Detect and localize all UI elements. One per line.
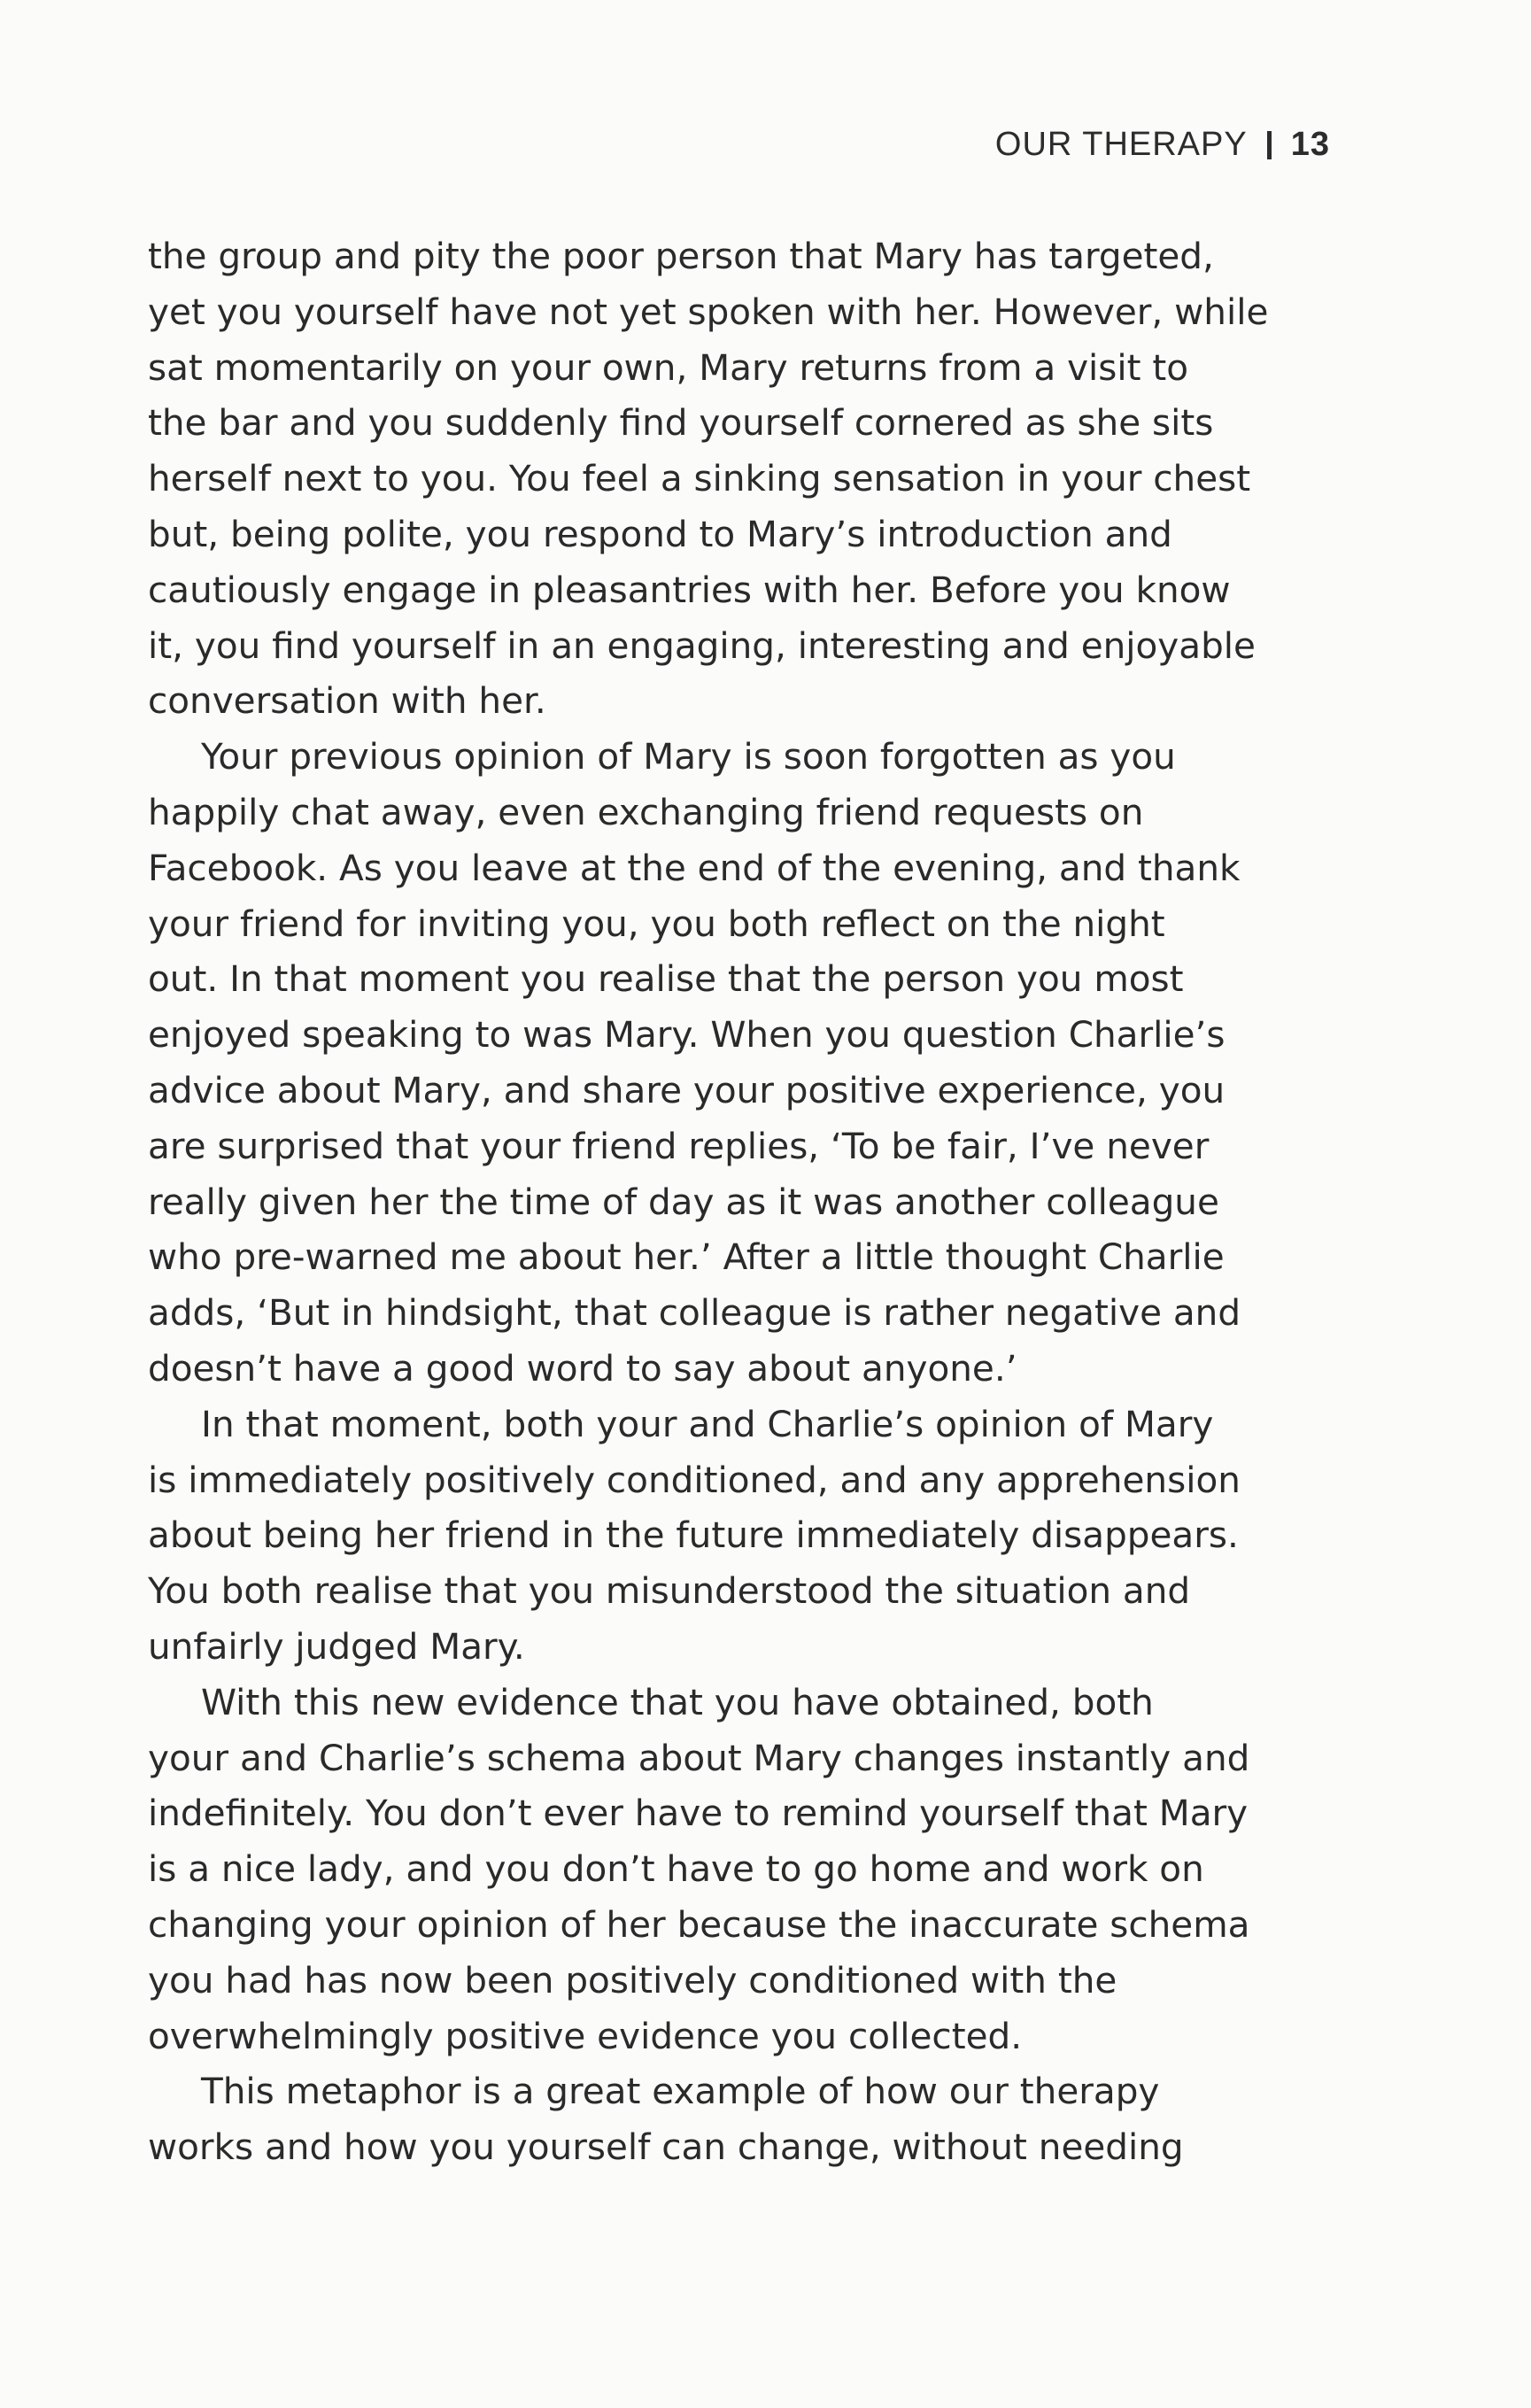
text-line: yet you yourself have not yet spoken with her. However, while (148, 290, 1269, 333)
header-separator (1267, 131, 1272, 159)
text-line: about being her friend in the future immediately disappears. (148, 1514, 1239, 1557)
page-number: 13 (1290, 126, 1330, 163)
text-line: out. In that moment you realise that the person you most (148, 957, 1184, 1001)
text-line: doesn’t have a good word to say about anyone.’ (148, 1346, 1017, 1390)
text-line: your friend for inviting you, you both reflect on the night (148, 902, 1165, 945)
text-line: your and Charlie’s schema about Mary changes instantly and (148, 1736, 1250, 1779)
text-line: is immediately positively conditioned, and any apprehension (148, 1458, 1241, 1501)
text-line: you had has now been positively conditioned with the (148, 1958, 1117, 2002)
text-line: works and how you yourself can change, without needing (148, 2125, 1184, 2169)
text-line: Facebook. As you leave at the end of the evening, and thank (148, 846, 1241, 889)
text-line: are surprised that your friend replies, ‘To be fair, I’ve never (148, 1124, 1210, 1167)
section-title: OUR THERAPY (994, 126, 1248, 163)
text-line: This metaphor is a great example of how our therapy (201, 2070, 1160, 2113)
text-line: You both realise that you misunderstood the situation and (148, 1569, 1191, 1613)
text-line: unfairly judged Mary. (148, 1624, 525, 1668)
text-line: advice about Mary, and share your positive experience, you (148, 1068, 1226, 1111)
text-line: In that moment, both your and Charlie’s opinion of Mary (201, 1402, 1214, 1445)
text-line: Your previous opinion of Mary is soon forgotten as you (201, 735, 1176, 778)
text-line: sat momentarily on your own, Mary returns from a visit to (148, 345, 1189, 389)
text-line: conversation with her. (148, 679, 546, 723)
text-line: herself next to you. You feel a sinking sensation in your chest (148, 457, 1251, 500)
text-line: indefinitely. You don’t ever have to remind yourself that Mary (148, 1792, 1249, 1835)
text-line: really given her the time of day as it was another colleague (148, 1180, 1219, 1223)
text-line: adds, ‘But in hindsight, that colleague is rather negative and (148, 1291, 1241, 1335)
text-line: cautiously engage in pleasantries with her. Before you know (148, 568, 1231, 611)
text-line: changing your opinion of her because the inaccurate schema (148, 1902, 1250, 1946)
text-line: who pre-warned me about her.’ After a little thought Charlie (148, 1235, 1225, 1279)
text-line: the bar and you suddenly find yourself cornered as she sits (148, 401, 1214, 445)
running-head (995, 126, 1330, 164)
text-line: is a nice lady, and you don’t have to go home and work on (148, 1847, 1204, 1891)
text-line: the group and pity the poor person that Mary has targeted, (148, 235, 1214, 277)
text-line: overwhelmingly positive evidence you collected. (148, 2014, 1023, 2057)
text-line: happily chat away, even exchanging friend requests on (148, 790, 1144, 833)
text-line: but, being polite, you respond to Mary’s introduction and (148, 512, 1172, 555)
text-line: enjoyed speaking to was Mary. When you question Charlie’s (148, 1013, 1226, 1057)
text-line: it, you find yourself in an engaging, interesting and enjoyable (148, 623, 1256, 667)
text-line: With this new evidence that you have obtained, both (201, 1680, 1154, 1723)
body-text (148, 228, 1339, 2175)
